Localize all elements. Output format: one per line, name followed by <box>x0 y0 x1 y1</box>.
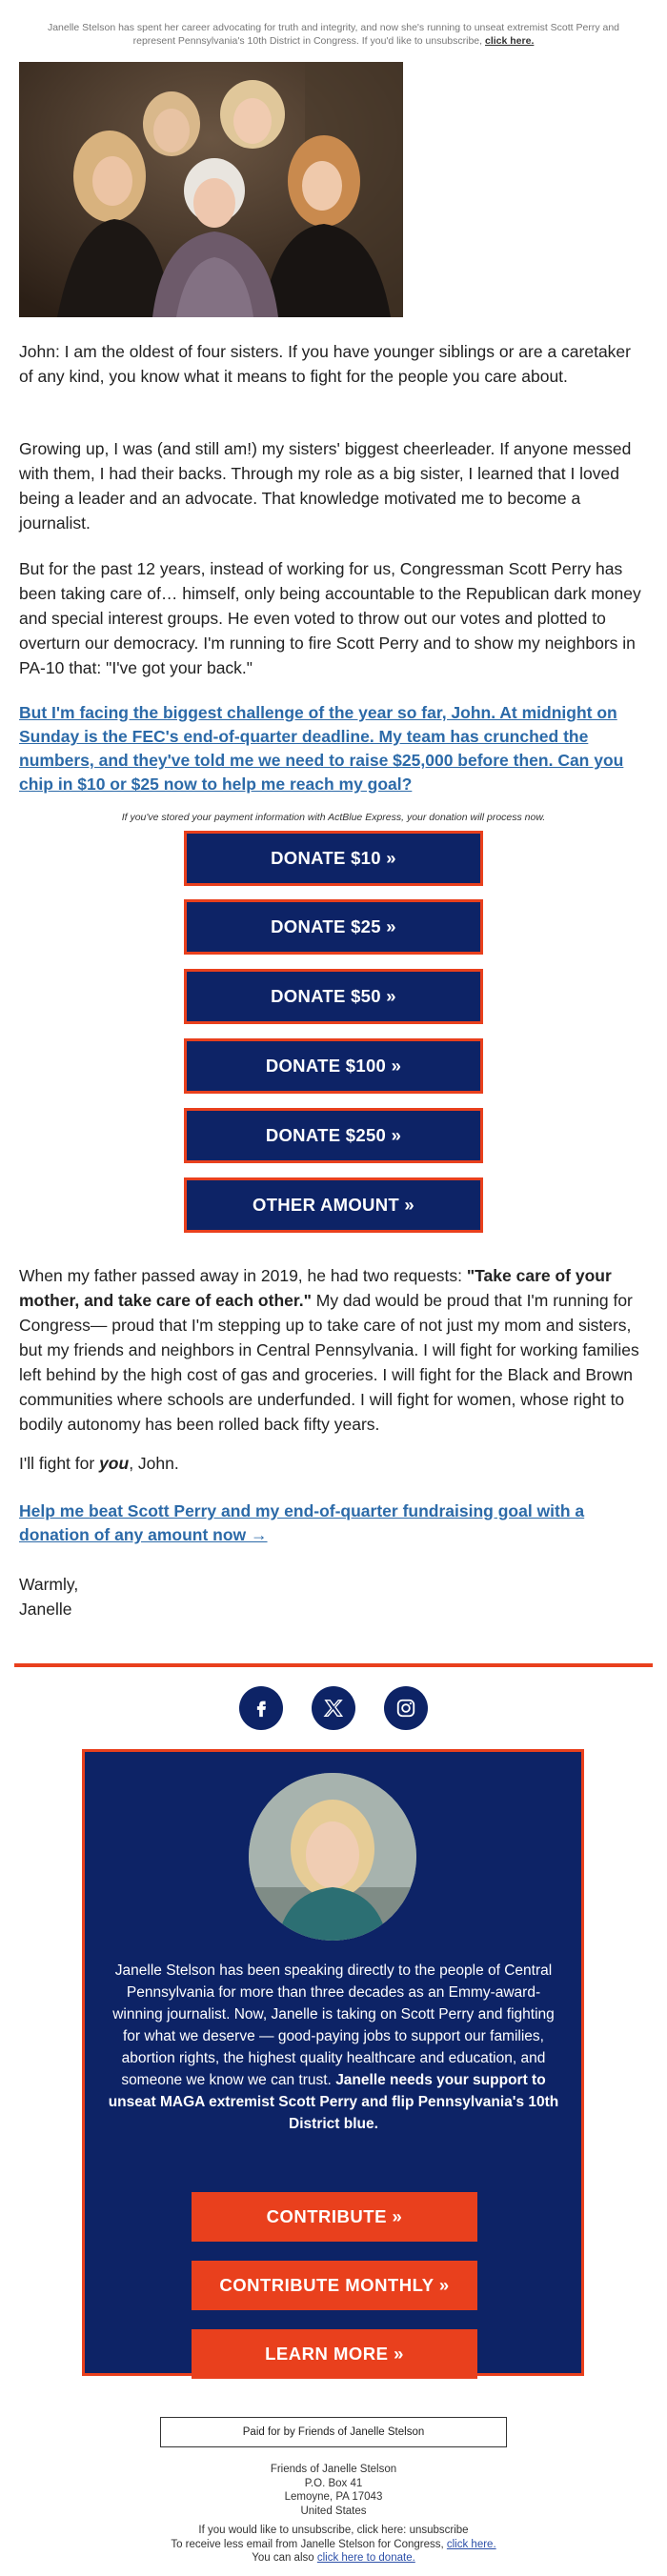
donate-100-button[interactable]: DONATE $100 » <box>184 1038 483 1094</box>
facebook-icon[interactable] <box>239 1686 283 1730</box>
preheader-text: Janelle Stelson has spent her career advocating for truth and integrity, and now she's running to unseat extremist Scott Perry and represent Pennsylvania's 10th District in Congress. If you'd like to unsubscribe, <box>47 22 620 47</box>
section-divider <box>14 1663 653 1667</box>
footer-city: Lemoyne, PA 17043 <box>284 2491 383 2503</box>
fight-post: , John. <box>129 1454 179 1473</box>
paragraph-father <box>19 1263 648 1437</box>
signature: Janelle <box>19 1600 72 1619</box>
donation-ask-link[interactable] <box>19 701 648 796</box>
bio-paragraph: Janelle Stelson has been speaking directly to the people of Central Pennsylvania for more than three decades as an Emmy-award-winning journalist. Now, Janelle is taking on Scott Perry and fighting for what we deserve — good-paying jobs to support our families, abortion rights, the highest quality healthcare and education, and someone we know we can trust. <box>112 1962 555 2088</box>
less-email-text: To receive less email from Janelle Stelson for Congress, <box>171 2538 444 2550</box>
footer-donate-text: You can also <box>252 2552 314 2564</box>
donation-ask-2-text[interactable]: Help me beat Scott Perry and my end-of-quarter fundraising goal with a donation of any amount now → <box>19 1501 585 1544</box>
donate-25-button[interactable]: DONATE $25 » <box>184 899 483 955</box>
bio-box <box>82 1749 584 2376</box>
donate-other-amount-button[interactable]: OTHER AMOUNT » <box>184 1177 483 1233</box>
footer-org-name: Friends of Janelle Stelson <box>270 2464 397 2475</box>
fight-pre: I'll fight for <box>19 1454 100 1473</box>
donation-ask-text[interactable]: But I'm facing the biggest challenge of the year so far, John. At midnight on Sunday is the FEC's end-of-quarter deadline. My team has crunched the numbers, and they've told me we need to raise $25,000 before then. Can you chip in $10 or $25 now to help me reach my goal? <box>19 703 624 794</box>
actblue-notice: If you've stored your payment information with ActBlue Express, your donation will process now. <box>121 812 546 823</box>
footer-donate-link[interactable]: click here to donate. <box>316 2552 415 2564</box>
footer-country: United States <box>300 2505 367 2517</box>
hero-photo <box>19 62 403 317</box>
paragraph-fight-text <box>19 1451 648 1476</box>
donate-10-button[interactable]: DONATE $10 » <box>184 831 483 886</box>
footer-donate <box>0 2551 667 2566</box>
paragraph-perry <box>19 556 648 680</box>
x-icon[interactable] <box>312 1686 355 1730</box>
paragraph-fight <box>19 1451 648 1476</box>
candidate-portrait <box>249 1773 416 1941</box>
bio-text <box>108 1960 559 2135</box>
bio-support-statement: Janelle needs your support to unseat MAGA extremist Scott Perry and flip Pennsylvania's 10th District blue. <box>108 2072 559 2132</box>
paragraph-sisters <box>19 436 648 535</box>
donate-50-button[interactable]: DONATE $50 » <box>184 969 483 1024</box>
footer <box>0 2463 667 2566</box>
preheader <box>29 21 638 48</box>
fight-you: you <box>99 1454 130 1473</box>
learn-more-button[interactable]: LEARN MORE » <box>192 2329 477 2379</box>
paragraph-father-text <box>19 1263 648 1437</box>
contribute-button[interactable]: CONTRIBUTE » <box>192 2192 477 2242</box>
father-intro: When my father passed away in 2019, he had two requests: <box>19 1266 467 1285</box>
donate-250-button[interactable]: DONATE $250 » <box>184 1108 483 1163</box>
social-links <box>0 1686 667 1730</box>
paragraph-perry-text: But for the past 12 years, instead of working for us, Congressman Scott Perry has been taking care of… himself, only being accountable to the Republican dark money and special interest groups. He even voted to throw out our votes and plotted to overturn our democracy. I'm running to fire Scott Perry and to show my neighbors in PA-10 that: "I've got your back." <box>19 559 641 677</box>
donation-ask-link-2[interactable] <box>19 1499 648 1547</box>
signoff: Warmly, <box>19 1575 79 1594</box>
paragraph-intro <box>19 339 648 389</box>
contribute-monthly-button[interactable]: CONTRIBUTE MONTHLY » <box>192 2261 477 2310</box>
footer-po-box: P.O. Box 41 <box>304 2477 363 2489</box>
father-quote: "Take care of your mother, and take care of each other." <box>19 1266 612 1310</box>
father-rest: My dad would be proud that I'm running for Congress— proud that I'm stepping up to take care of not just my mom and sisters, but my friends and neighbors in Central Pennsylvania. I will fight for working families left behind by the high cost of gas and groceries. I will fight for the Black and Brown communities where schools are underfunded. I will fight for women, whose right to bodily autonomy has been rolled back fifty years. <box>19 1291 639 1434</box>
footer-less-email <box>0 2538 667 2552</box>
less-email-link[interactable]: click here. <box>446 2538 496 2550</box>
instagram-icon[interactable] <box>384 1686 428 1730</box>
footer-unsubscribe[interactable]: If you would like to unsubscribe, click here: unsubscribe <box>198 2525 469 2536</box>
paid-for-disclaimer: Paid for by Friends of Janelle Stelson <box>160 2417 507 2447</box>
paragraph-sisters-text: Growing up, I was (and still am!) my sisters' biggest cheerleader. If anyone messed with them, I had their backs. Through my role as a big sister, I learned that I loved being a leader and an advocate. That knowledge motivated me to become a journalist. <box>19 439 632 533</box>
preheader-unsubscribe-link[interactable]: click here. <box>485 35 535 47</box>
paragraph-intro-text: John: I am the oldest of four sisters. If you have younger siblings or are a caretaker of any kind, you know what it means to fight for the people you care about. <box>19 342 631 386</box>
